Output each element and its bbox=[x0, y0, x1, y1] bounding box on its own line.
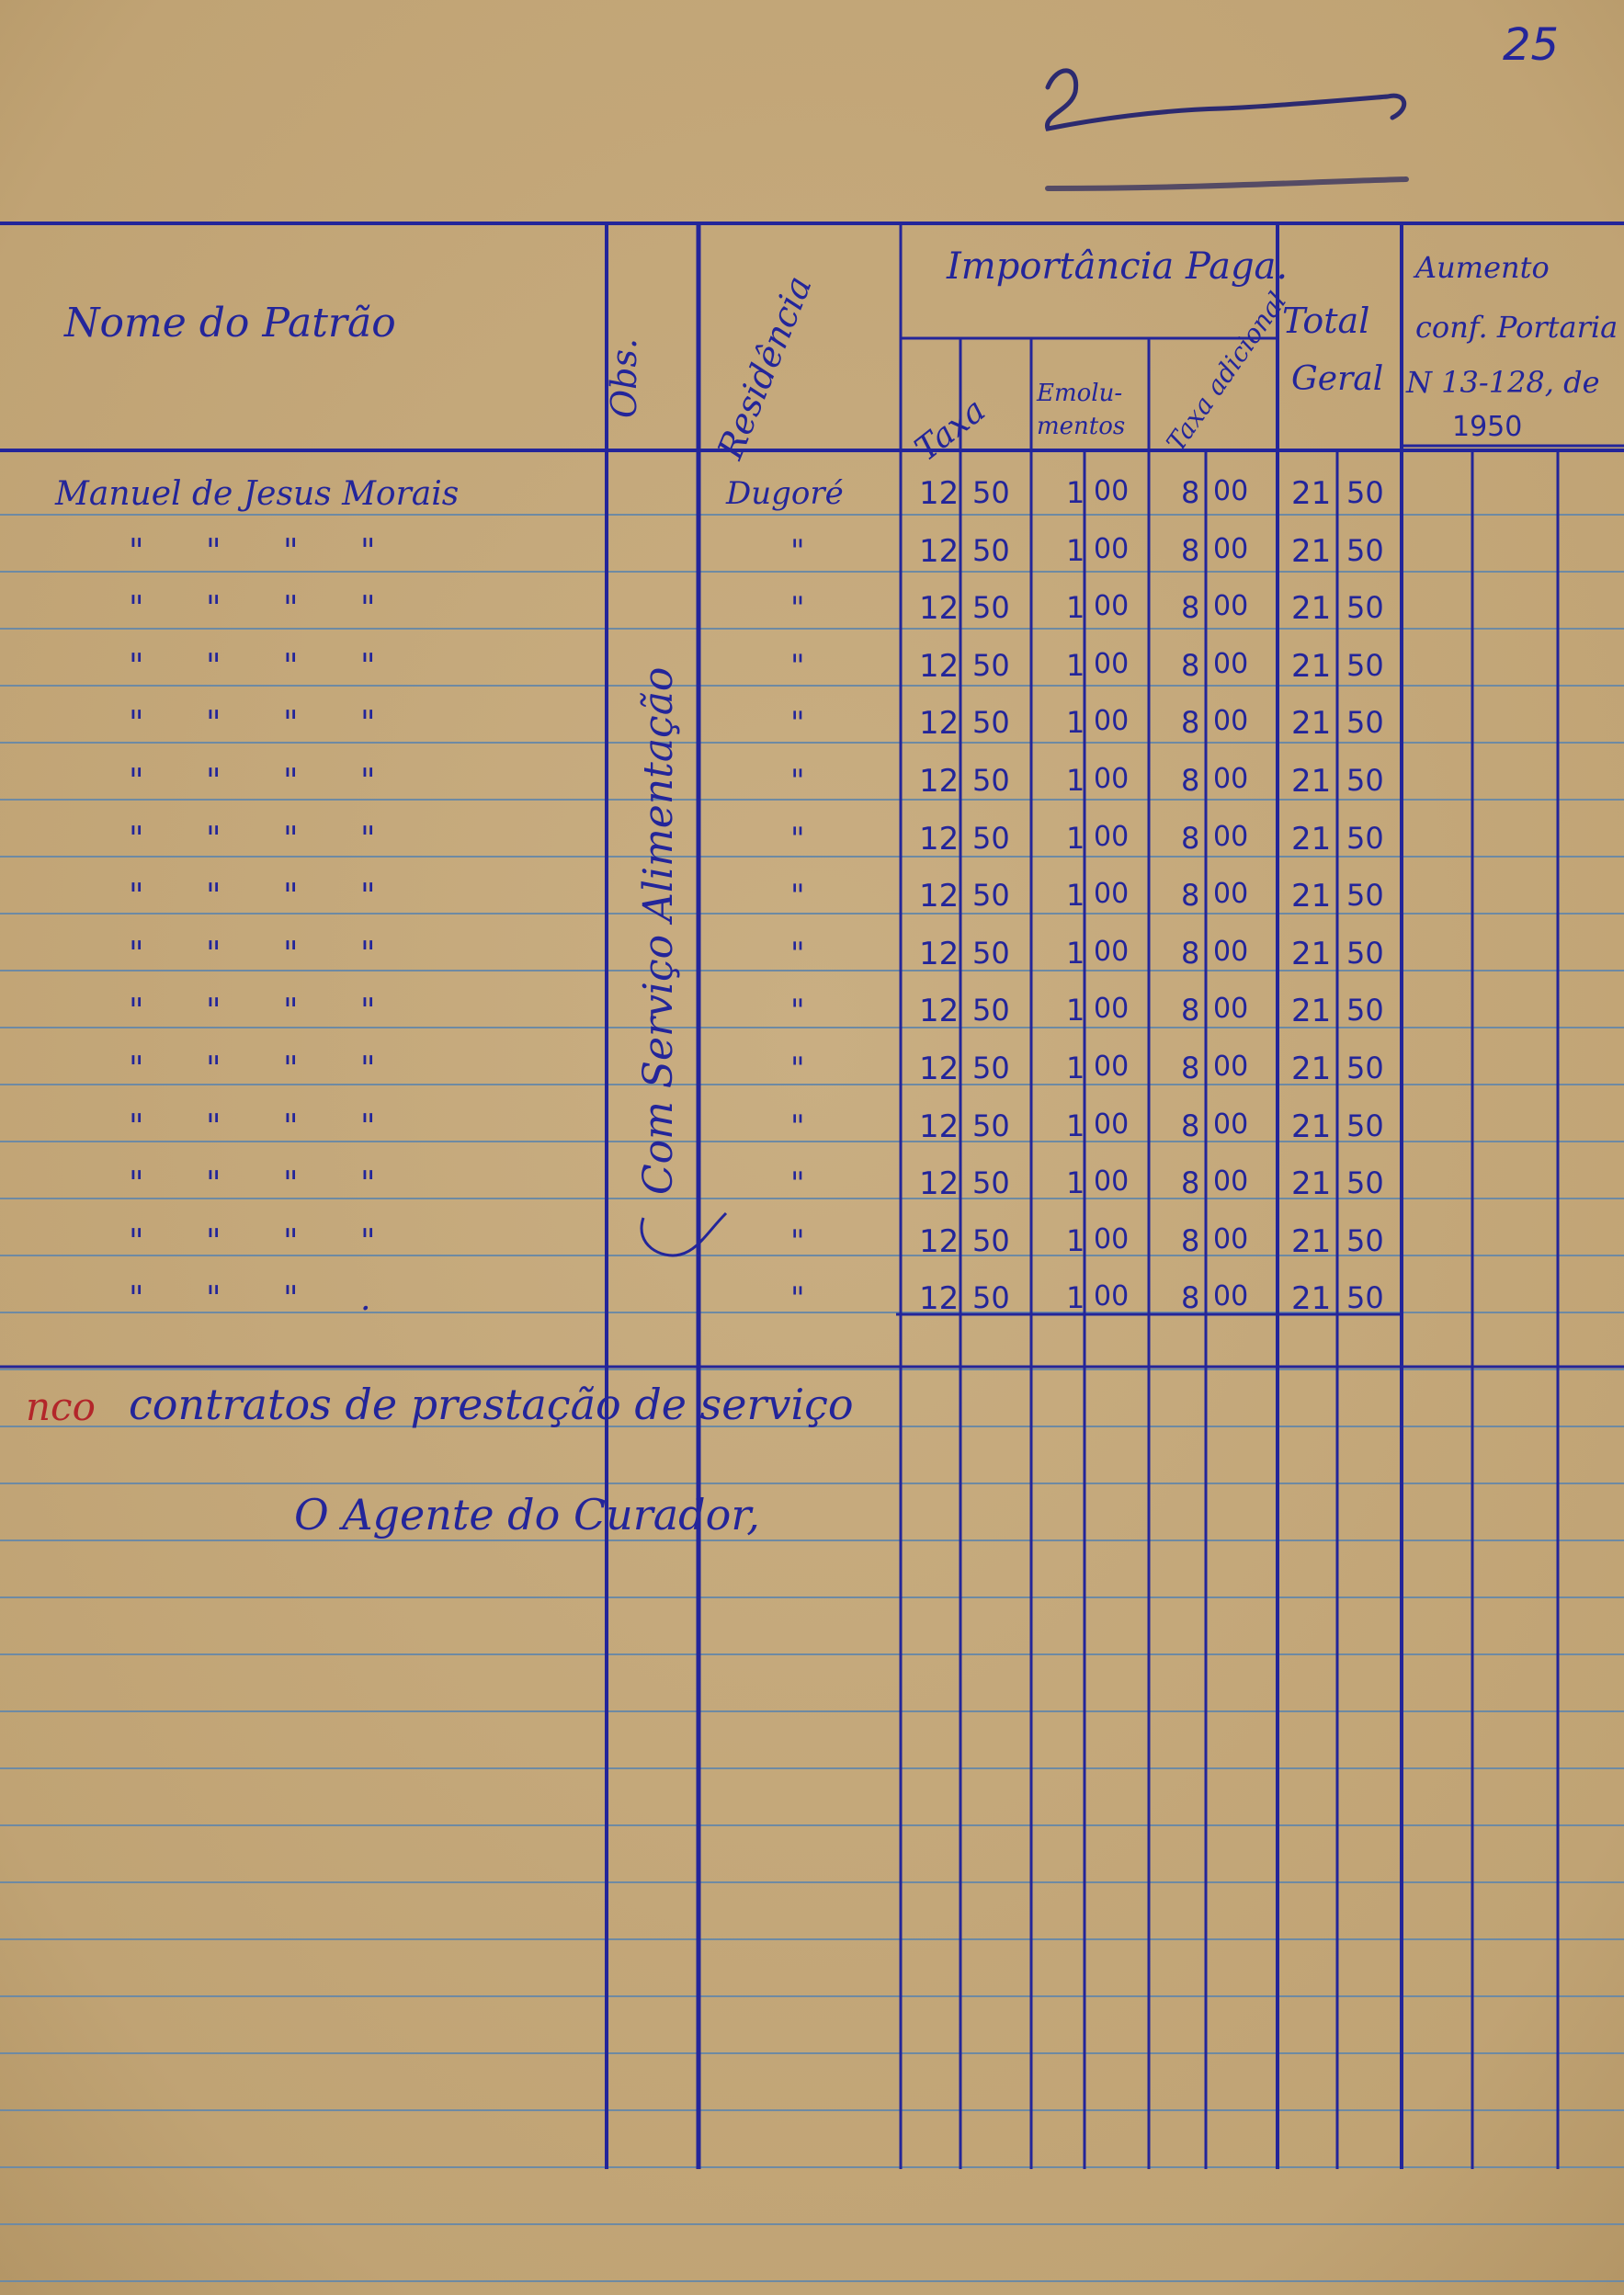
row-nome: " " " " bbox=[129, 1051, 402, 1088]
row-total-dec: 50 bbox=[1346, 647, 1384, 683]
row-adic-dec: 00 bbox=[1213, 1108, 1249, 1141]
row-residencia: " bbox=[790, 1165, 805, 1203]
row-adic-int: 8 bbox=[1181, 1051, 1200, 1085]
row-total-dec: 50 bbox=[1346, 820, 1384, 856]
footer-red-prefix: nco bbox=[26, 1384, 96, 1429]
row-taxa-dec: 50 bbox=[972, 763, 1010, 798]
row-emol-int: 1 bbox=[1066, 705, 1085, 741]
row-taxa-dec: 50 bbox=[972, 1222, 1010, 1258]
row-total-dec: 50 bbox=[1346, 878, 1384, 914]
header-aumento-2: conf. Portaria bbox=[1415, 310, 1618, 345]
row-adic-int: 8 bbox=[1181, 1108, 1200, 1143]
header-obs: Obs. bbox=[604, 337, 644, 418]
row-nome: " " " " bbox=[129, 590, 402, 629]
row-emol-int: 1 bbox=[1066, 878, 1085, 914]
row-total-dec: 50 bbox=[1346, 935, 1384, 971]
row-total-int: 21 bbox=[1291, 590, 1332, 628]
row-adic-int: 8 bbox=[1181, 1165, 1200, 1201]
row-residencia: " bbox=[790, 647, 805, 685]
row-total-int: 21 bbox=[1291, 1280, 1332, 1318]
row-adic-dec: 00 bbox=[1213, 763, 1249, 795]
row-total-dec: 50 bbox=[1346, 1051, 1384, 1085]
header-taxa-adicional: Taxa adicional bbox=[1160, 286, 1293, 458]
row-adic-int: 8 bbox=[1181, 993, 1200, 1028]
row-total-int: 21 bbox=[1291, 935, 1332, 972]
row-taxa-int: 12 bbox=[919, 1108, 960, 1145]
row-nome: " " " " bbox=[129, 993, 402, 1031]
row-taxa-dec: 50 bbox=[972, 1280, 1010, 1316]
row-emol-dec: 00 bbox=[1094, 705, 1130, 738]
row-adic-int: 8 bbox=[1181, 820, 1200, 856]
row-total-int: 21 bbox=[1291, 993, 1332, 1030]
row-taxa-dec: 50 bbox=[972, 647, 1010, 683]
row-residencia: " bbox=[790, 532, 805, 570]
header-total: Total bbox=[1282, 301, 1370, 341]
row-nome: " " " " bbox=[129, 763, 402, 801]
row-taxa-int: 12 bbox=[919, 590, 960, 628]
row-taxa-int: 12 bbox=[919, 935, 960, 972]
row-emol-dec: 00 bbox=[1094, 878, 1130, 911]
footer-contratos-line: contratos de prestação de serviço bbox=[129, 1380, 854, 1429]
row-taxa-int: 12 bbox=[919, 532, 960, 570]
row-taxa-int: 12 bbox=[919, 647, 960, 685]
row-total-int: 21 bbox=[1291, 475, 1332, 512]
row-emol-int: 1 bbox=[1066, 1108, 1085, 1143]
row-emol-dec: 00 bbox=[1094, 1051, 1130, 1083]
row-total-int: 21 bbox=[1291, 647, 1332, 685]
row-total-int: 21 bbox=[1291, 1051, 1332, 1087]
row-total-dec: 50 bbox=[1346, 590, 1384, 626]
header-residencia: Residência bbox=[710, 270, 820, 465]
row-emol-int: 1 bbox=[1066, 590, 1085, 626]
row-residencia: Dugoré bbox=[726, 475, 844, 512]
row-total-dec: 50 bbox=[1346, 1222, 1384, 1258]
row-taxa-int: 12 bbox=[919, 763, 960, 800]
row-adic-int: 8 bbox=[1181, 1280, 1200, 1316]
header-taxa: Taxa bbox=[908, 391, 993, 469]
row-total-dec: 50 bbox=[1346, 705, 1384, 741]
row-adic-int: 8 bbox=[1181, 935, 1200, 971]
row-nome: " " " " bbox=[129, 705, 402, 744]
row-residencia: " bbox=[790, 935, 805, 972]
row-adic-int: 8 bbox=[1181, 475, 1200, 510]
row-nome: " " " " bbox=[129, 935, 402, 973]
row-taxa-dec: 50 bbox=[972, 1051, 1010, 1085]
row-adic-dec: 00 bbox=[1213, 1051, 1249, 1083]
row-total-int: 21 bbox=[1291, 1165, 1332, 1203]
row-emol-int: 1 bbox=[1066, 1051, 1085, 1085]
row-taxa-dec: 50 bbox=[972, 532, 1010, 568]
row-taxa-int: 12 bbox=[919, 820, 960, 858]
row-nome: " " " " bbox=[129, 1108, 402, 1146]
row-taxa-int: 12 bbox=[919, 705, 960, 743]
row-nome: " " " " bbox=[129, 820, 402, 858]
row-adic-int: 8 bbox=[1181, 705, 1200, 741]
row-nome: " " " " bbox=[129, 878, 402, 916]
row-emol-dec: 00 bbox=[1094, 820, 1130, 853]
row-emol-int: 1 bbox=[1066, 532, 1085, 568]
row-total-dec: 50 bbox=[1346, 1108, 1384, 1143]
row-total-int: 21 bbox=[1291, 532, 1332, 570]
row-taxa-dec: 50 bbox=[972, 1165, 1010, 1201]
row-adic-dec: 00 bbox=[1213, 647, 1249, 680]
row-residencia: " bbox=[790, 1222, 805, 1260]
row-emol-dec: 00 bbox=[1094, 1165, 1130, 1199]
row-emol-int: 1 bbox=[1066, 820, 1085, 856]
row-total-dec: 50 bbox=[1346, 1165, 1384, 1201]
row-nome: " " " " bbox=[129, 1165, 402, 1204]
header-nome-patrao: Nome do Patrão bbox=[64, 300, 396, 347]
footer-agente-line: O Agente do Curador, bbox=[294, 1490, 760, 1539]
row-nome: " " " . bbox=[129, 1280, 397, 1319]
row-adic-dec: 00 bbox=[1213, 935, 1249, 968]
row-taxa-int: 12 bbox=[919, 1222, 960, 1260]
row-total-int: 21 bbox=[1291, 1222, 1332, 1260]
row-taxa-int: 12 bbox=[919, 1051, 960, 1087]
row-taxa-dec: 50 bbox=[972, 475, 1010, 510]
row-emol-dec: 00 bbox=[1094, 935, 1130, 968]
row-nome: " " " " bbox=[129, 1222, 402, 1261]
row-total-dec: 50 bbox=[1346, 763, 1384, 798]
row-total-int: 21 bbox=[1291, 820, 1332, 858]
row-taxa-dec: 50 bbox=[972, 1108, 1010, 1143]
row-taxa-dec: 50 bbox=[972, 993, 1010, 1028]
row-taxa-int: 12 bbox=[919, 993, 960, 1030]
row-adic-dec: 00 bbox=[1213, 532, 1249, 565]
row-taxa-int: 12 bbox=[919, 1280, 960, 1318]
row-taxa-dec: 50 bbox=[972, 590, 1010, 626]
row-emol-int: 1 bbox=[1066, 993, 1085, 1028]
row-taxa-dec: 50 bbox=[972, 705, 1010, 741]
row-total-int: 21 bbox=[1291, 763, 1332, 800]
row-nome: " " " " bbox=[129, 532, 402, 571]
row-emol-int: 1 bbox=[1066, 935, 1085, 971]
row-total-dec: 50 bbox=[1346, 993, 1384, 1028]
row-residencia: " bbox=[790, 1051, 805, 1087]
row-emol-int: 1 bbox=[1066, 647, 1085, 683]
header-importancia-paga: Importância Paga. bbox=[947, 245, 1289, 288]
row-adic-int: 8 bbox=[1181, 647, 1200, 683]
row-adic-int: 8 bbox=[1181, 1222, 1200, 1258]
row-total-int: 21 bbox=[1291, 878, 1332, 915]
row-emol-int: 1 bbox=[1066, 1280, 1085, 1316]
row-emol-dec: 00 bbox=[1094, 1280, 1130, 1313]
row-residencia: " bbox=[790, 1108, 805, 1145]
row-emol-int: 1 bbox=[1066, 1222, 1085, 1258]
row-adic-dec: 00 bbox=[1213, 705, 1249, 738]
row-adic-dec: 00 bbox=[1213, 993, 1249, 1026]
row-nome: " " " " bbox=[129, 647, 402, 686]
row-emol-dec: 00 bbox=[1094, 993, 1130, 1026]
row-residencia: " bbox=[790, 878, 805, 915]
row-emol-dec: 00 bbox=[1094, 1222, 1130, 1255]
header-aumento-3: N 13-128, de bbox=[1406, 365, 1600, 400]
obs-vertical-note: Com Serviço Alimentação bbox=[635, 666, 682, 1195]
row-total-dec: 50 bbox=[1346, 1280, 1384, 1316]
header-emolumentos: Emolu-mentos bbox=[1037, 380, 1126, 441]
row-adic-dec: 00 bbox=[1213, 1280, 1249, 1313]
row-adic-int: 8 bbox=[1181, 590, 1200, 626]
row-taxa-dec: 50 bbox=[972, 878, 1010, 914]
row-total-dec: 50 bbox=[1346, 532, 1384, 568]
row-taxa-dec: 50 bbox=[972, 935, 1010, 971]
row-total-int: 21 bbox=[1291, 1108, 1332, 1145]
row-emol-dec: 00 bbox=[1094, 647, 1130, 680]
row-adic-int: 8 bbox=[1181, 532, 1200, 568]
row-residencia: " bbox=[790, 763, 805, 800]
row-emol-int: 1 bbox=[1066, 475, 1085, 510]
row-emol-dec: 00 bbox=[1094, 475, 1130, 507]
row-adic-dec: 00 bbox=[1213, 1222, 1249, 1255]
header-aumento-4: 1950 bbox=[1452, 411, 1523, 443]
page-number: 25 bbox=[1503, 19, 1560, 71]
row-emol-dec: 00 bbox=[1094, 590, 1130, 623]
row-adic-dec: 00 bbox=[1213, 820, 1249, 853]
header-geral: Geral bbox=[1291, 360, 1384, 398]
row-residencia: " bbox=[790, 993, 805, 1030]
row-nome: Manuel de Jesus Morais bbox=[55, 475, 460, 513]
row-total-dec: 50 bbox=[1346, 475, 1384, 510]
row-adic-int: 8 bbox=[1181, 763, 1200, 798]
row-residencia: " bbox=[790, 705, 805, 743]
row-emol-dec: 00 bbox=[1094, 763, 1130, 795]
row-taxa-int: 12 bbox=[919, 475, 960, 512]
row-adic-dec: 00 bbox=[1213, 590, 1249, 623]
row-emol-dec: 00 bbox=[1094, 1108, 1130, 1141]
row-emol-int: 1 bbox=[1066, 1165, 1085, 1201]
row-adic-int: 8 bbox=[1181, 878, 1200, 914]
row-residencia: " bbox=[790, 820, 805, 858]
row-taxa-int: 12 bbox=[919, 1165, 960, 1203]
row-adic-dec: 00 bbox=[1213, 475, 1249, 507]
row-adic-dec: 00 bbox=[1213, 1165, 1249, 1199]
row-adic-dec: 00 bbox=[1213, 878, 1249, 911]
row-taxa-int: 12 bbox=[919, 878, 960, 915]
row-emol-int: 1 bbox=[1066, 763, 1085, 798]
row-residencia: " bbox=[790, 590, 805, 628]
row-total-int: 21 bbox=[1291, 705, 1332, 743]
row-taxa-dec: 50 bbox=[972, 820, 1010, 856]
row-residencia: " bbox=[790, 1280, 805, 1318]
row-emol-dec: 00 bbox=[1094, 532, 1130, 565]
header-aumento-1: Aumento bbox=[1415, 250, 1550, 285]
